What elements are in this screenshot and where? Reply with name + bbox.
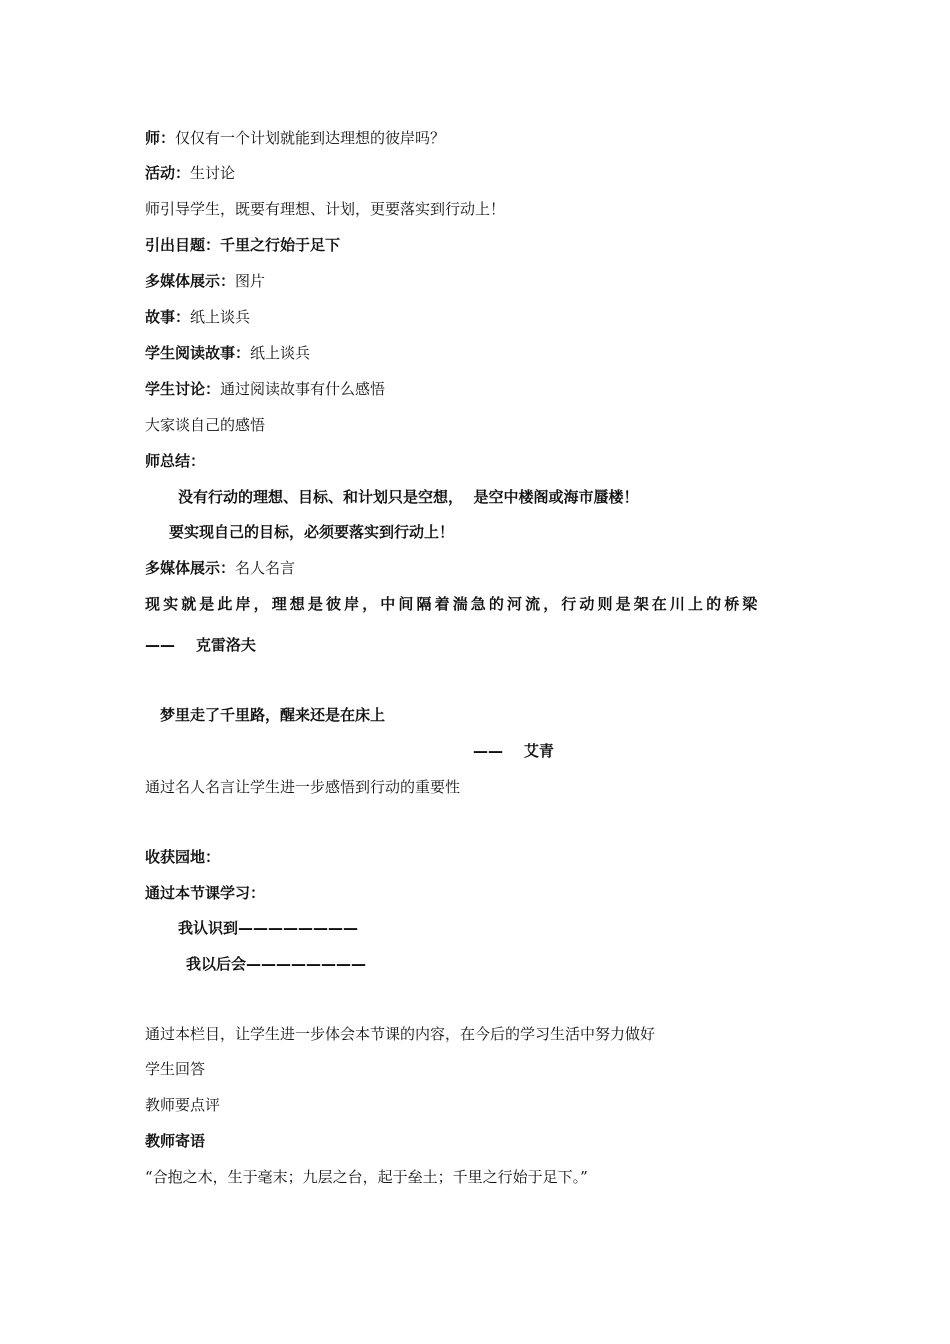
speaker-label: 多媒体展示： (145, 272, 236, 290)
quote-purpose-line: 通过名人名言让学生进一步感悟到行动的重要性 (145, 778, 461, 796)
harvest-heading: 收获园地： (145, 848, 221, 866)
quote-author-aiqing: —— 艾青 (473, 742, 554, 760)
teacher-guide-line: 师引导学生，既要有理想、计划，更要落实到行动上！ (145, 200, 506, 218)
lesson-learning-line: 通过本节课学习： (145, 884, 266, 902)
quote-aiqing: 梦里走了千里路，醒来还是在床上 (160, 706, 386, 724)
teacher-question-line (145, 128, 445, 148)
speaker-label: 故事： (145, 308, 191, 326)
i-will-line: 我以后会———————— (186, 955, 367, 973)
student-reading-line (145, 343, 310, 363)
teacher-message-quote: “合抱之木，生于毫末；九层之台，起于垒土；千里之行始于足下。” (145, 1168, 588, 1186)
multimedia-image-line (145, 271, 265, 291)
line-text: 生讨论 (190, 164, 236, 182)
teacher-summary-heading: 师总结： (145, 452, 206, 470)
topic-title-line: 引出目题：千里之行始于足下 (145, 236, 341, 254)
line-text: 名人名言 (235, 559, 296, 577)
quote-author-krylov: —— 克雷洛夫 (145, 636, 256, 654)
section-purpose-line: 通过本栏目，让学生进一步体会本节课的内容，在今后的学习生活中努力做好 (145, 1025, 656, 1043)
teacher-comment-line: 教师要点评 (145, 1096, 221, 1114)
line-text: 仅仅有一个计划就能到达理想的彼岸吗？ (175, 129, 446, 147)
line-text: 纸上谈兵 (190, 308, 251, 326)
line-text: 通过阅读故事有什么感悟 (220, 380, 386, 398)
speaker-label: 活动： (145, 164, 191, 182)
line-text: 纸上谈兵 (250, 344, 311, 362)
speaker-label: 多媒体展示： (145, 559, 236, 577)
quote-krylov: 现实就是此岸，理想是彼岸，中间隔着湍急的河流，行动则是架在川上的桥梁 (145, 595, 761, 613)
everyone-talks-line: 大家谈自己的感悟 (145, 416, 266, 434)
student-answer-line: 学生回答 (145, 1060, 206, 1078)
student-discussion-line (145, 379, 385, 399)
story-line (145, 307, 250, 327)
speaker-label: 师： (145, 129, 176, 147)
i-realized-line: 我认识到———————— (178, 919, 359, 937)
activity-line (145, 163, 235, 183)
speaker-label: 学生阅读故事： (145, 344, 251, 362)
line-text: 图片 (235, 272, 266, 290)
summary-statement-1: 没有行动的理想、目标、和计划只是空想， 是空中楼阁或海市蜃楼！ (178, 488, 639, 506)
multimedia-quotes-line (145, 558, 295, 578)
speaker-label: 学生讨论： (145, 380, 221, 398)
summary-statement-2: 要实现自己的目标，必须要落实到行动上！ (169, 523, 455, 541)
teacher-message-heading: 教师寄语 (145, 1132, 206, 1150)
